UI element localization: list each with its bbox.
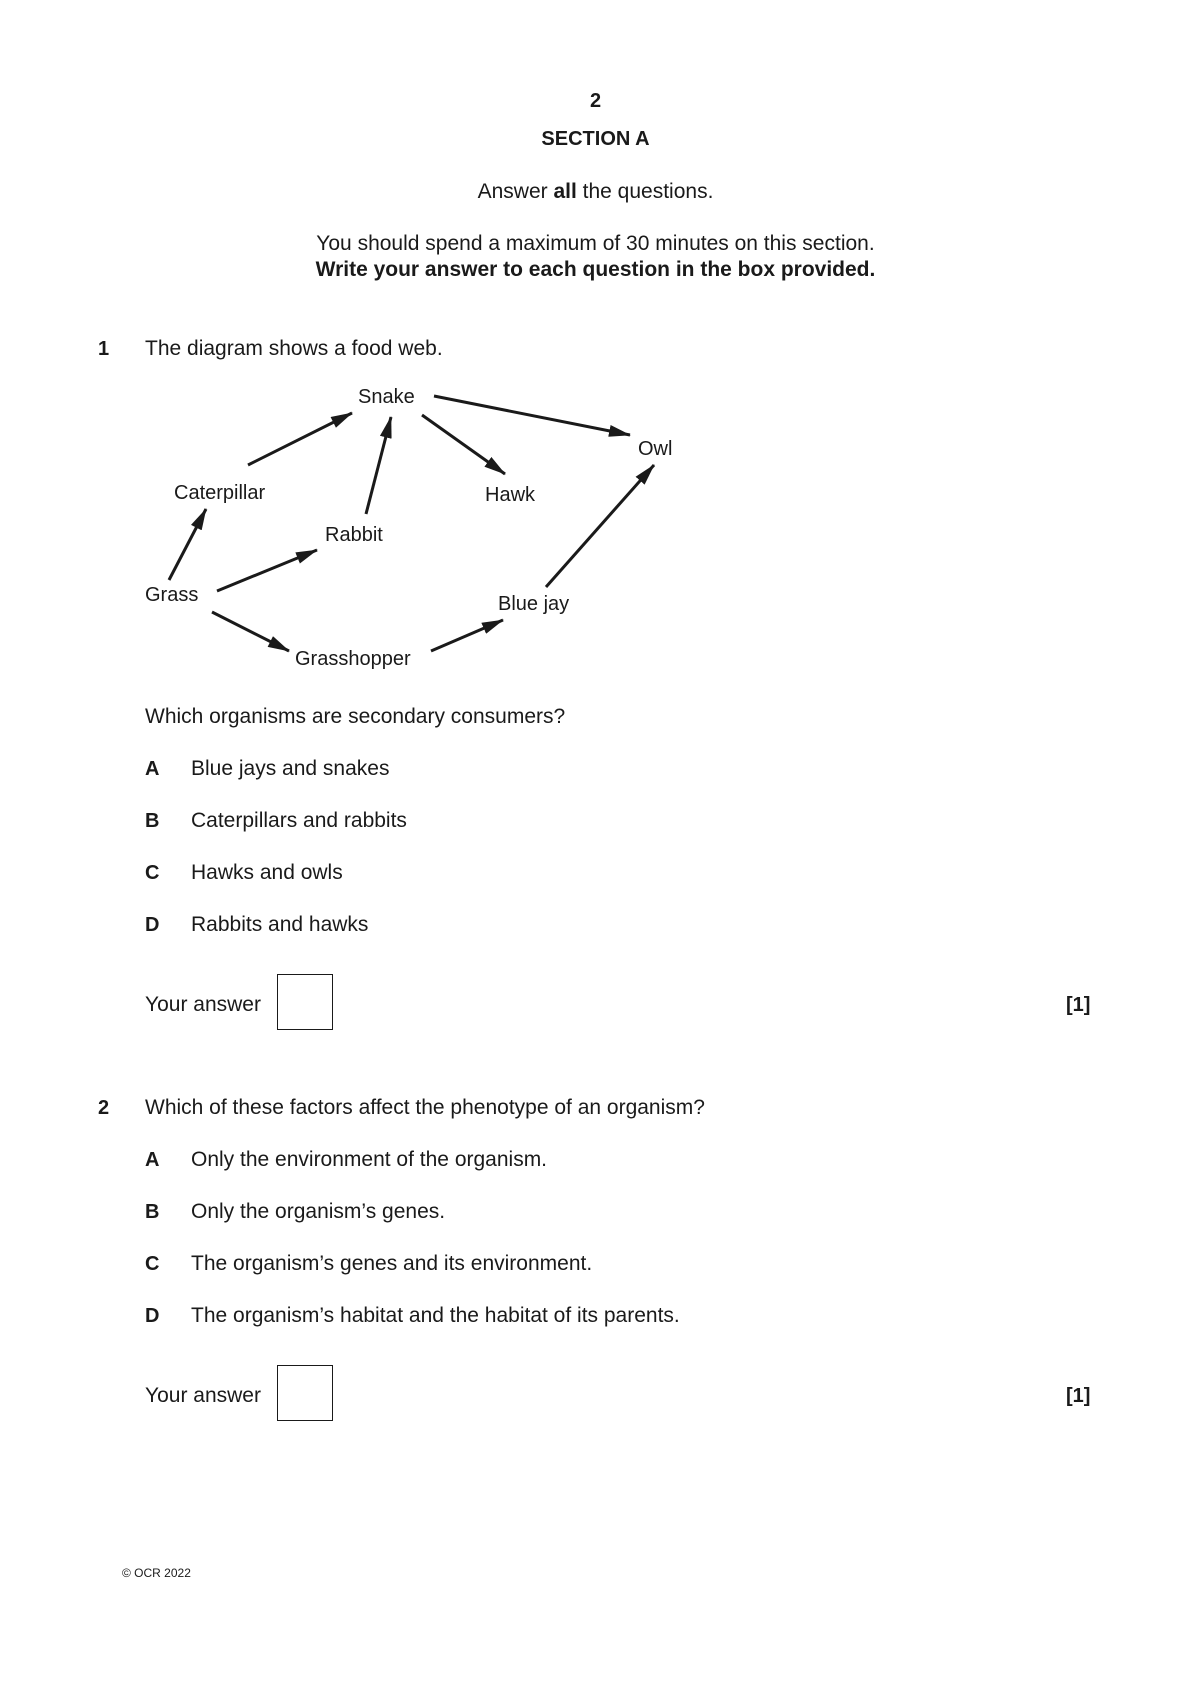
node-caterpillar: Caterpillar xyxy=(174,482,266,504)
arrow-snake-hawk xyxy=(422,415,505,474)
q2-option-c-text: The organism’s genes and its environment. xyxy=(191,1252,593,1275)
time-note: You should spend a maximum of 30 minutes on this section. xyxy=(316,232,875,255)
node-snake: Snake xyxy=(358,386,415,408)
q1-option-a-text: Blue jays and snakes xyxy=(191,757,390,780)
node-rabbit: Rabbit xyxy=(325,524,383,546)
q2-answer-label: Your answer xyxy=(145,1384,261,1407)
q2-option-b-text: Only the organism’s genes. xyxy=(191,1200,446,1223)
q1-option-b-text: Caterpillars and rabbits xyxy=(191,809,407,832)
q1-marks: [1] xyxy=(1066,994,1091,1016)
q1-answer-label: Your answer xyxy=(145,993,261,1016)
q2-marks: [1] xyxy=(1066,1385,1091,1407)
q1-answer-box[interactable] xyxy=(277,974,333,1030)
q1-number: 1 xyxy=(98,338,110,360)
node-blue-jay: Blue jay xyxy=(498,593,570,615)
q1-option-d-text: Rabbits and hawks xyxy=(191,913,369,936)
q2-option-c-letter: C xyxy=(145,1253,160,1275)
arrow-grasshopper-bluejay xyxy=(431,620,503,651)
q2-option-a-text: Only the environment of the organism. xyxy=(191,1148,548,1171)
write-note: Write your answer to each question in the box provided. xyxy=(315,258,876,281)
q2-option-d-letter: D xyxy=(145,1305,160,1327)
q1-option-c-letter: C xyxy=(145,862,160,884)
q2-number: 2 xyxy=(98,1097,110,1119)
arrow-grass-caterpillar xyxy=(169,509,206,580)
copyright-footer: © OCR 2022 xyxy=(122,1566,191,1580)
q1-option-d-letter: D xyxy=(145,914,160,936)
arrow-rabbit-snake xyxy=(366,417,391,514)
node-owl: Owl xyxy=(638,438,673,460)
q2-option-a-letter: A xyxy=(145,1149,160,1171)
arrow-caterpillar-snake xyxy=(248,413,352,465)
page-number: 2 xyxy=(589,90,602,112)
arrow-grass-grasshopper xyxy=(212,612,289,651)
q1-option-b-letter: B xyxy=(145,810,160,832)
arrow-bluejay-owl xyxy=(546,465,654,587)
q2-option-b-letter: B xyxy=(145,1201,160,1223)
q2-question: Which of these factors affect the phenotype of an organism? xyxy=(145,1096,705,1119)
instruction-post: the questions. xyxy=(576,180,714,203)
node-grass: Grass xyxy=(145,584,199,606)
food-web-diagram xyxy=(0,0,1191,700)
node-grasshopper: Grasshopper xyxy=(295,648,411,670)
node-hawk: Hawk xyxy=(485,484,536,506)
q1-option-c-text: Hawks and owls xyxy=(191,861,343,884)
q1-question: Which organisms are secondary consumers? xyxy=(145,705,566,728)
arrow-snake-owl xyxy=(434,396,630,435)
q2-option-d-text: The organism’s habitat and the habitat of its parents. xyxy=(191,1304,680,1327)
instruction-bold: all xyxy=(553,180,577,203)
section-title: SECTION A xyxy=(541,128,650,150)
q2-answer-box[interactable] xyxy=(277,1365,333,1421)
q1-intro: The diagram shows a food web. xyxy=(145,337,443,360)
arrow-grass-rabbit xyxy=(217,550,317,591)
instruction-pre: Answer xyxy=(477,180,554,203)
q1-option-a-letter: A xyxy=(145,758,160,780)
